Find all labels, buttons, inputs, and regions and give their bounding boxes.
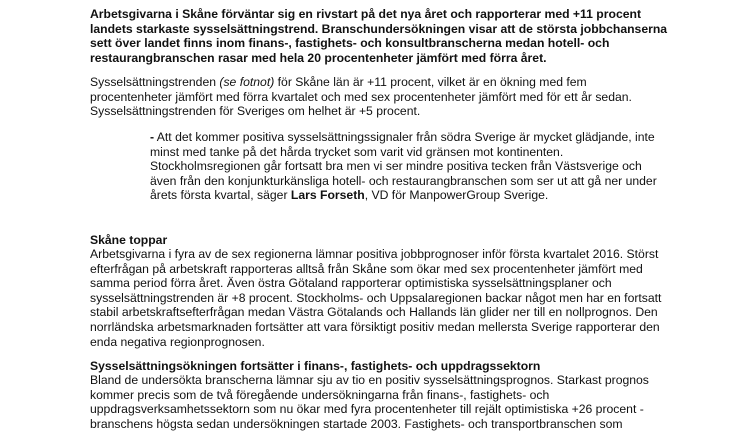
intro-paragraph: Arbetsgivarna i Skåne förväntar sig en rivstart på det nya året och rapporterar med +11 procent landets starkaste sysselsättningstrend. Branschundersökningen visar att de största jobbchanserna sett över landet finns inom finans-, fastighets- och konsultbranscherna medan hotell- och restaurangbranschen rasar med hela 20 procentenheter jämfört med förra året. <box>90 7 668 65</box>
section-heading-industries: Sysselsättningsökningen fortsätter i finans-, fastighets- och uppdragssektorn <box>90 359 541 373</box>
trend-paragraph <box>90 75 670 119</box>
quote-text: Att det kommer positiva sysselsättningssignaler från södra Sverige är mycket glädjande, inte minst med tanke på det hårda trycket som varit vid gränsen mot kontinenten. Stockholmsregionen går fortsatt bra men vi ser mindre positiva tecken från Västsverige och även från den konjunkturkänsliga hotell- och restaurangbranschen som ser ut att gå ner under årets första kvartal, säger <box>150 130 657 203</box>
footnote-reference: (se fotnot) <box>219 75 275 89</box>
section-body-skane: Arbetsgivarna i fyra av de sex regionerna lämnar positiva jobbprognoser inför första kvartalet 2016. Störst efterfrågan på arbetskraft rapporteras alltså från Skåne som ökar med sex procentenheter jämfört med samma period förra året. Även östra Götaland rapporterar optimistiska sysselsättningsplaner och sysselsättningstrenden är +8 procent. Stockholms- och Uppsalaregionen backar något men har en fortsatt stabil arbetskraftsefterfrågan medan Västra Götalands och Hallands län glider ner till en nollprognos. Den norrländska arbetsmarknaden fortsätter att vara försiktigt positiv medan mellersta Sverige rapporterar den enda negativa regionprognosen. <box>90 247 662 349</box>
quote-speaker: Lars Forseth <box>290 188 365 203</box>
section-body-industries: Bland de undersökta branscherna lämnar sju av tio en positiv sysselsättningsprognos. Starkast prognos kommer precis som de två föregående undersökningarna från finans-, fastighets- och uppdragsverksamhetssektorn som nu ökar med fyra procentenheter till rejält optimistiska +26 procent - branschens högsta sedan undersökningen startade 2003. Fastighets- och transportbranschen som <box>90 373 649 431</box>
quote-speaker-role: , VD för ManpowerGroup Sverige. <box>364 188 549 203</box>
trend-text-pre: Sysselsättningstrenden <box>90 75 220 89</box>
section-heading-skane: Skåne toppar <box>90 233 168 247</box>
quote-dash: - <box>150 130 155 144</box>
quote-paragraph <box>150 130 660 203</box>
trend-text-post: för Skåne län är +11 procent, vilket är en ökning med fem procentenheter jämfört med förra kvartalet och med sex procentenheter jämfört med för ett år sedan. Sysselsättningstrenden för Sveriges om helhet är +5 procent. <box>90 75 632 119</box>
